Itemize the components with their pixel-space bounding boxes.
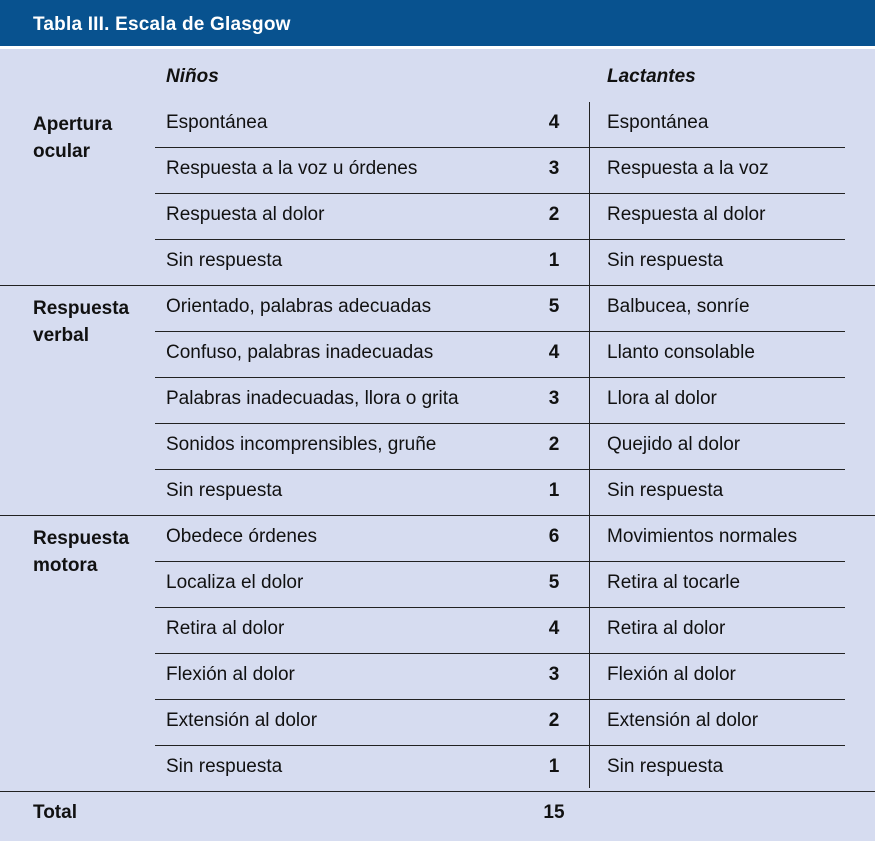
lactantes-cell: Quejido al dolor (607, 434, 741, 455)
table-title: Tabla III. Escala de Glasgow (0, 0, 875, 46)
ninos-cell: Palabras inadecuadas, llora o grita (166, 388, 459, 409)
ninos-cell: Orientado, palabras adecuadas (166, 296, 432, 317)
lactantes-cell: Flexión al dolor (607, 664, 736, 685)
category-label-line: verbal (33, 325, 89, 346)
lactantes-cell: Retira al tocarle (607, 572, 741, 593)
category-label (33, 111, 112, 165)
column-header-lactantes: Lactantes (607, 66, 696, 87)
ninos-cell: Obedece órdenes (166, 526, 318, 547)
ninos-cell: Sonidos incomprensibles, gruñe (166, 434, 437, 455)
score-cell: 1 (548, 250, 560, 271)
score-cell: 2 (548, 204, 560, 225)
score-cell: 5 (548, 572, 560, 593)
lactantes-cell: Extensión al dolor (607, 710, 759, 731)
lactantes-cell: Balbucea, sonríe (607, 296, 750, 317)
score-cell: 3 (548, 664, 560, 685)
ninos-cell: Retira al dolor (166, 618, 285, 639)
lactantes-cell: Sin respuesta (607, 756, 724, 777)
total-value: 15 (543, 802, 565, 823)
lactantes-cell: Respuesta al dolor (607, 204, 766, 225)
score-cell: 3 (548, 388, 560, 409)
ninos-cell: Sin respuesta (166, 756, 283, 777)
lactantes-cell: Llanto consolable (607, 342, 755, 363)
score-cell: 1 (548, 756, 560, 777)
lactantes-cell: Sin respuesta (607, 480, 724, 501)
ninos-cell: Respuesta a la voz u órdenes (166, 158, 418, 179)
ninos-cell: Extensión al dolor (166, 710, 318, 731)
ninos-cell: Espontánea (166, 112, 268, 133)
category-label-line: ocular (33, 141, 91, 162)
category-label-line: Apertura (33, 114, 113, 135)
category-label-line: motora (33, 555, 98, 576)
section-separator (0, 791, 875, 792)
column-header-ninos: Niños (166, 66, 219, 87)
ninos-cell: Respuesta al dolor (166, 204, 325, 225)
ninos-cell: Flexión al dolor (166, 664, 295, 685)
ninos-cell: Localiza el dolor (166, 572, 304, 593)
lactantes-cell: Llora al dolor (607, 388, 717, 409)
ninos-cell: Sin respuesta (166, 250, 283, 271)
title-divider (0, 46, 875, 49)
ninos-cell: Confuso, palabras inadecuadas (166, 342, 434, 363)
score-cell: 4 (548, 112, 560, 133)
lactantes-cell: Movimientos normales (607, 526, 798, 547)
score-cell: 4 (548, 618, 560, 639)
score-cell: 1 (548, 480, 560, 501)
score-cell: 5 (548, 296, 560, 317)
category-label (33, 525, 129, 579)
lactantes-cell: Espontánea (607, 112, 709, 133)
score-cell: 2 (548, 434, 560, 455)
category-label-line: Respuesta (33, 298, 130, 319)
lactantes-cell: Sin respuesta (607, 250, 724, 271)
column-divider (589, 102, 590, 788)
score-cell: 2 (548, 710, 560, 731)
score-cell: 4 (548, 342, 560, 363)
ninos-cell: Sin respuesta (166, 480, 283, 501)
score-cell: 3 (548, 158, 560, 179)
lactantes-cell: Retira al dolor (607, 618, 726, 639)
total-label: Total (33, 802, 77, 823)
category-label (33, 295, 129, 349)
category-label-line: Respuesta (33, 528, 130, 549)
score-cell: 6 (548, 526, 560, 547)
lactantes-cell: Respuesta a la voz (607, 158, 769, 179)
